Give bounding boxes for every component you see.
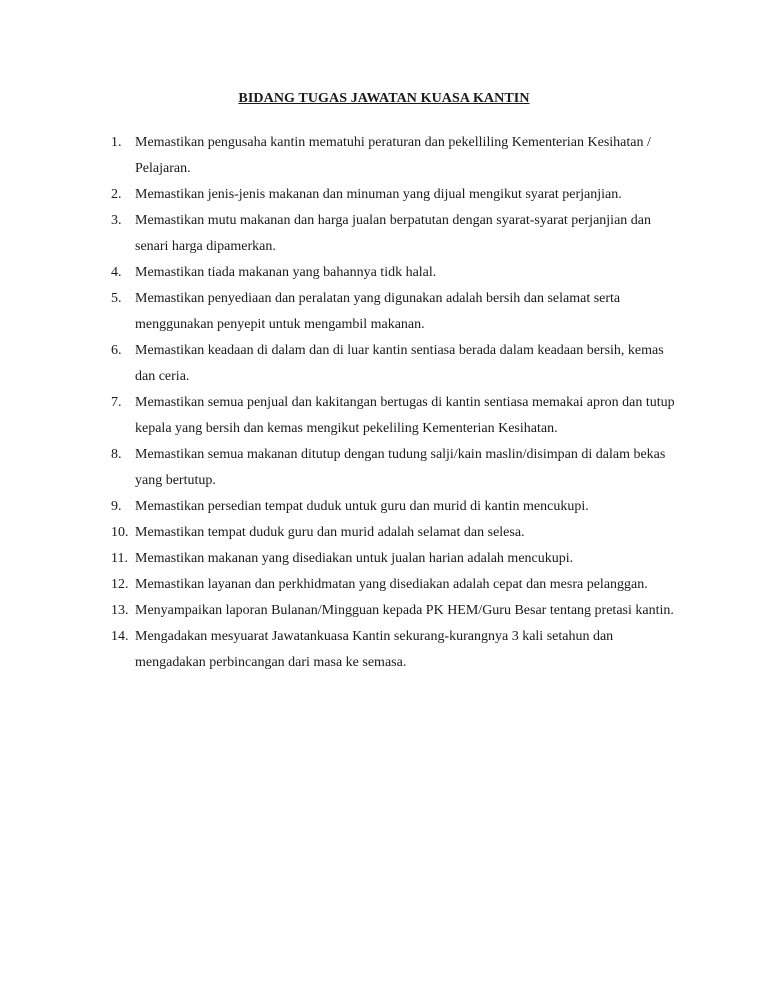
- duty-item-3: [111, 208, 681, 260]
- item-number: 2.: [111, 187, 122, 202]
- item-text: Memastikan penyediaan dan peralatan yang digunakan adalah bersih dan selamat serta menggunakan penyepit untuk mengambil makanan.: [135, 291, 621, 332]
- item-text: Memastikan makanan yang disediakan untuk jualan harian adalah mencukupi.: [135, 551, 574, 566]
- item-number: 6.: [111, 343, 122, 358]
- item-text: Memastikan tiada makanan yang bahannya tidk halal.: [135, 265, 437, 280]
- duty-item-10: [111, 520, 681, 546]
- duty-item-6: [111, 338, 681, 390]
- item-text: Mengadakan mesyuarat Jawatankuasa Kantin sekurang-kurangnya 3 kali setahun dan mengadakan perbincangan dari masa ke semasa.: [135, 629, 614, 670]
- duty-item-14: [111, 624, 681, 676]
- item-text: Menyampaikan laporan Bulanan/Mingguan kepada PK HEM/Guru Besar tentang pretasi kantin.: [135, 603, 674, 618]
- item-text: Memastikan mutu makanan dan harga jualan berpatutan dengan syarat-syarat perjanjian dan senari harga dipamerkan.: [135, 213, 651, 254]
- item-number: 11.: [111, 551, 128, 566]
- duty-item-1: [111, 130, 681, 182]
- item-number: 1.: [111, 135, 122, 150]
- item-text: Memastikan semua makanan ditutup dengan tudung salji/kain maslin/disimpan di dalam bekas yang bertutup.: [135, 447, 666, 488]
- item-text: Memastikan layanan dan perkhidmatan yang disediakan adalah cepat dan mesra pelanggan.: [135, 577, 648, 592]
- duty-item-5: [111, 286, 681, 338]
- duty-item-12: [111, 572, 681, 598]
- duty-item-8: [111, 442, 681, 494]
- duty-item-11: [111, 546, 681, 572]
- duty-item-2: [111, 182, 681, 208]
- document-title: BIDANG TUGAS JAWATAN KUASA KANTIN: [238, 91, 530, 106]
- item-number: 8.: [111, 447, 122, 462]
- item-number: 14.: [111, 629, 129, 644]
- item-number: 3.: [111, 213, 122, 228]
- item-number: 10.: [111, 525, 129, 540]
- item-text: Memastikan pengusaha kantin mematuhi peraturan dan pekelliling Kementerian Kesihatan / Pelajaran.: [135, 135, 651, 176]
- duty-list: [111, 130, 681, 676]
- item-number: 13.: [111, 603, 129, 618]
- item-number: 5.: [111, 291, 122, 306]
- item-number: 4.: [111, 265, 122, 280]
- item-text: Memastikan jenis-jenis makanan dan minuman yang dijual mengikut syarat perjanjian.: [135, 187, 622, 202]
- item-number: 7.: [111, 395, 122, 410]
- item-number: 12.: [111, 577, 129, 592]
- item-text: Memastikan persedian tempat duduk untuk guru dan murid di kantin mencukupi.: [135, 499, 589, 514]
- duty-item-9: [111, 494, 681, 520]
- item-text: Memastikan tempat duduk guru dan murid adalah selamat dan selesa.: [135, 525, 525, 540]
- duty-item-7: [111, 390, 681, 442]
- item-number: 9.: [111, 499, 122, 514]
- duty-item-13: [111, 598, 681, 624]
- item-text: Memastikan keadaan di dalam dan di luar kantin sentiasa berada dalam keadaan bersih, kemas dan ceria.: [135, 343, 664, 384]
- item-text: Memastikan semua penjual dan kakitangan bertugas di kantin sentiasa memakai apron dan tutup kepala yang bersih dan kemas mengikut pekeliling Kementerian Kesihatan.: [135, 395, 675, 436]
- duty-item-4: [111, 260, 681, 286]
